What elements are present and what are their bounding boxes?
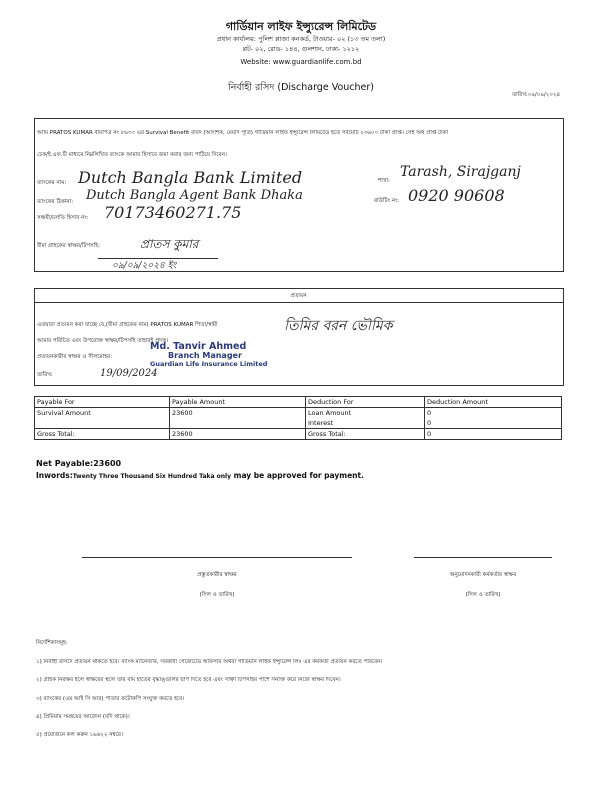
signature-underline: [98, 258, 218, 259]
table-total-row: [35, 429, 562, 440]
inwords-note: may be approved for payment.: [233, 471, 364, 480]
attestation-title: প্রত্যয়ন: [290, 293, 307, 299]
header-payable-amount: Payable Amount: [170, 397, 306, 408]
table-header-row: [35, 397, 562, 408]
cell-deduction-total-label: Gross Total:: [306, 429, 425, 440]
header-deduction-amount: Deduction Amount: [425, 397, 562, 408]
customer-signature: প্রাতস কুমার: [140, 237, 199, 251]
bank-name-label: ব্যাংকের নাম:: [37, 180, 67, 186]
declaration-line2: চেক/ই.এফ.টি মাধ্যমে নিম্নলিখিত ব্যাংকে আমার হিসাবে জমা করার জন্য পাঠিয়ে দিবেন।: [37, 152, 227, 158]
inwords-value: Twenty Three Thousand Six Hundred Taka only: [72, 473, 231, 480]
customer-signature-label: বীমা গ্রাহকের স্বাক্ষর/টিপসহি:: [37, 243, 100, 249]
official-stamp: [150, 342, 280, 369]
stamp-name: Md. Tanvir Ahmed: [150, 341, 247, 352]
cell-gross-total-label: Gross Total:: [35, 429, 170, 440]
father-name: তিমির বরন ভৌমিক: [284, 318, 393, 334]
attestor-label: প্রত্যয়নকারীর স্বাক্ষর ও সীলমোহর:: [37, 354, 113, 360]
bank-address-label: ব্যাংকের ঠিকানা:: [37, 199, 74, 205]
net-payable: Net Payable:23600: [36, 459, 122, 468]
company-address-line2: প্লট- ০২, রোড- ১৪৪, গুলশান, ঢাকা- ১২১২: [242, 45, 360, 53]
header-payable-for: Payable For: [35, 397, 170, 408]
approver-signature-label: অনুমোদনকারী কর্মকর্তার স্বাক্ষর: [449, 572, 517, 578]
bank-address-value: Dutch Bangla Agent Bank Dhaka: [86, 188, 303, 203]
branch-value: Tarash, Sirajganj: [400, 164, 521, 180]
cell-gross-total-amount: 23600: [170, 429, 306, 440]
stamp-title: Branch Manager: [168, 351, 242, 360]
attestation-header-divider: [34, 302, 563, 303]
inwords-label: Inwords:: [36, 471, 73, 480]
routing-label: রাউটিং নং:: [374, 198, 400, 204]
preparer-signature-label: প্রস্তুতকারীর স্বাক্ষর: [197, 572, 237, 578]
instruction-item: ৫) প্রয়োজনে কল করুন ১৬৬২২ নম্বরে।: [36, 732, 123, 738]
attestation-date-label: তারিখ:: [37, 372, 53, 378]
company-address-line1: প্রধান কার্যালয়: পুলিশ প্লাজা কনকর্ড, টাওয়ার- ০২ (১৩ তম তলা): [216, 35, 386, 43]
approver-signature-line: [414, 557, 552, 558]
attestation-line2: আমার পরিচিত এবং উপরোক্ত স্বাক্ষর/টিপসহি তাহারই প্রদত্ত।: [37, 338, 169, 344]
voucher-title: নির্বাহী রসিদ (Discharge Voucher): [228, 82, 374, 93]
cell-payable-amount: 23600: [170, 408, 306, 429]
company-website: Website: www.guardianlife.com.bd: [240, 58, 362, 66]
inwords: [36, 471, 364, 480]
cell-deduction-for: Loan Amount: [306, 408, 425, 419]
instructions-title: নির্দেশিকাসমূহ:: [36, 640, 68, 646]
customer-signature-date: ০৯/০৯/২০২৪ ইং: [112, 261, 177, 271]
account-value: 70173460271.75: [104, 203, 242, 222]
table-row: [35, 408, 562, 419]
routing-value: 0920 90608: [408, 186, 505, 205]
account-label: সঞ্চয়ী/চলতি হিসাব নং:: [37, 215, 89, 221]
cell-deduction-for: Interest: [306, 418, 425, 429]
preparer-signature-line: [82, 557, 352, 558]
cell-deduction-amount: 0: [425, 418, 562, 429]
payment-table: [34, 396, 562, 440]
company-name: গার্ডিয়ান লাইফ ইন্স্যুরেন্স লিমিটেড: [225, 20, 377, 33]
instruction-item: ৪) প্রিমিয়াম সমন্বয়ের আবেদন (যদি থাকে)।: [36, 714, 130, 720]
voucher-date: তারিখ:০৯/০৯/২০২৪: [512, 92, 561, 98]
header-deduction-for: Deduction For: [306, 397, 425, 408]
branch-label: শাখা:: [378, 178, 390, 184]
bank-name-value: Dutch Bangla Bank Limited: [78, 168, 303, 187]
instruction-item: ২) গ্রাহক নিরক্ষর হলে স্বাক্ষরের স্থলে তার বাম হাতের বৃদ্ধাঙ্গুলির ছাপ দিতে হবে এবং সাক্ষী টিপসহির পাশে সনাক্ত করে নিজে স্বাক্ষর দিবেন।: [36, 677, 341, 683]
cell-payable-for: Survival Amount: [35, 408, 170, 429]
approver-seal-label: (সিল ও তারিখ): [465, 592, 501, 598]
declaration-line1: আমি PRATOS KUMAR বীমাপত্র নং ৮৬৩৩ এর Survival Benefit বাবদ (আংশিক, মেয়াদ পূর্তি) গার্ডিয়ান লাইফ ইন্স্যুরেন্স লিমিটেড হতে সর্বমোট ২৩৬০০ টাকা প্রাপ্ত। সেই অর্থ প্রাপ্ত টাকা: [37, 130, 449, 136]
stamp-company: Guardian Life Insurance Limited: [150, 360, 268, 368]
cell-deduction-total-amount: 0: [425, 429, 562, 440]
preparer-seal-label: (সিল ও তারিখ): [199, 592, 235, 598]
cell-deduction-amount: 0: [425, 408, 562, 419]
attestation-line1: এতদ্বারা প্রত্যয়ন করা যাচ্ছে যে,(বীমা গ্রাহকের নাম) PRATOS KUMAR পিতা/স্বামী: [37, 322, 218, 328]
attestation-date: 19/09/2024: [100, 368, 158, 379]
instruction-item: ১) নির্বাহী রসিদে প্রত্যয়ন থাকতে হবে। ব্যাংক ম্যানেজার, সরকারী গেজেটেড অফিসার অথবা গার্ডিয়ান লাইফ ইন্স্যুরেন্স লিঃ এর কর্মকর্তা প্রত্যয়ন করতে পারবেন।: [36, 659, 383, 665]
instruction-item: ৩) ব্যাংকের (এম আই সি আর) পাতার ফটোকপি সংযুক্ত করতে হবে।: [36, 696, 185, 702]
